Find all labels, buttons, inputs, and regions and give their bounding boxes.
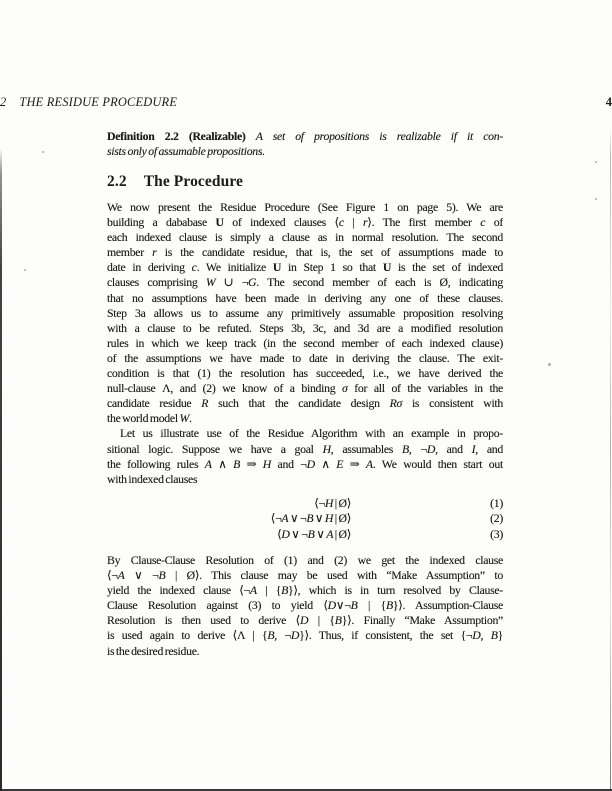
paragraph bbox=[107, 426, 503, 486]
text-line: that no assumptions have been made in deriving any one of these clauses. bbox=[107, 290, 503, 305]
scan-speck bbox=[24, 269, 26, 271]
text-line: rules in which we keep track (in the second member of each indexed clause) bbox=[107, 335, 503, 350]
equation-row bbox=[107, 496, 503, 511]
text-line: Definition 2.2 (Realizable) A set of propositions is realizable if it con- bbox=[107, 129, 503, 143]
text-line: building a dababase U of indexed clauses ⟨c | r⟩. The first member c of bbox=[107, 215, 503, 230]
scan-speck bbox=[595, 198, 597, 200]
scan-speck bbox=[42, 151, 44, 153]
equation-number: (3) bbox=[490, 526, 503, 541]
equation-row bbox=[107, 527, 503, 542]
running-header-section-number: 2 bbox=[0, 95, 7, 109]
equation-row bbox=[107, 511, 503, 526]
text-line: the following rules A ∧ B ⇒ H and ¬D ∧ E ⇒ A. We would then start out bbox=[107, 456, 503, 471]
equation-clause: ⟨¬H | Ø⟩ bbox=[314, 495, 351, 510]
text-line: clauses comprising W ∪ ¬G. The second member of each is Ø, indicating bbox=[107, 275, 503, 290]
scan-edge-left bbox=[0, 148, 2, 791]
text-line: member r is the candidate residue, that is, the set of assumptions made to bbox=[107, 245, 503, 260]
text-line: each indexed clause is simply a clause as in normal resolution. The second bbox=[107, 230, 503, 245]
text-line: of the assumptions we have made to date in deriving the clause. The exit- bbox=[107, 350, 503, 365]
page-number: 4 bbox=[605, 95, 612, 109]
text-line: date in deriving c. We initialize U in Step 1 so that U is the set of indexed bbox=[107, 260, 503, 275]
body-text bbox=[107, 200, 503, 659]
scan-speck bbox=[595, 161, 597, 163]
text-line: yield the indexed clause ⟨¬A | {B}⟩, which is in turn resolved by Clause- bbox=[107, 583, 503, 598]
text-line: candidate residue R such that the candidate design Rσ is consistent with bbox=[107, 396, 503, 411]
text-line: Clause Resolution against (3) to yield ⟨D∨¬B | {B}⟩. Assumption-Clause bbox=[107, 598, 503, 613]
definition-block bbox=[107, 129, 503, 159]
text-line: We now present the Residue Procedure (See Figure 1 on page 5). We are bbox=[107, 200, 503, 214]
text-line: the world model W. bbox=[107, 411, 192, 426]
text-line: null-clause Λ, and (2) we know of a binding σ for all of the variables in the bbox=[107, 381, 503, 396]
equation-number: (1) bbox=[490, 495, 503, 510]
text-line: is the desired residue. bbox=[107, 643, 200, 658]
equation-block bbox=[107, 496, 503, 542]
text-line: sitional logic. Suppose we have a goal H, assumables B, ¬D, and I, and bbox=[107, 441, 503, 456]
section-heading-title: The Procedure bbox=[143, 173, 243, 190]
running-header-title bbox=[0, 95, 177, 109]
text-line: ⟨¬A ∨ ¬B | Ø⟩. This clause may be used with “Make Assumption” to bbox=[107, 568, 503, 583]
text-line: sists only of assumable propositions. bbox=[107, 144, 265, 159]
scan-speck bbox=[548, 363, 551, 366]
text-line: condition is that (1) the resolution has succeeded, i.e., we have derived the bbox=[107, 366, 503, 381]
scan-edge-right bbox=[610, 128, 612, 791]
running-header bbox=[0, 95, 612, 109]
section-heading-number: 2.2 bbox=[107, 173, 127, 190]
text-line: with indexed clauses bbox=[107, 471, 198, 486]
equation-clause: ⟨D ∨ ¬B ∨ A | Ø⟩ bbox=[277, 526, 351, 541]
section-heading bbox=[107, 174, 243, 190]
text-line: is used again to derive ⟨Λ | {B, ¬D}⟩. Thus, if consistent, the set {¬D, B} bbox=[107, 628, 503, 643]
text-line: By Clause-Clause Resolution of (1) and (2) we get the indexed clause bbox=[107, 552, 503, 567]
equation-clause: ⟨¬A ∨ ¬B ∨ H | Ø⟩ bbox=[270, 511, 351, 526]
text-line: Resolution is then used to derive ⟨D | {B}⟩. Finally “Make Assumption” bbox=[107, 613, 503, 628]
paragraph bbox=[107, 200, 503, 426]
text-line: with a clause to be refuted. Steps 3b, 3c, and 3d are a modified resolution bbox=[107, 320, 503, 335]
paragraph bbox=[107, 553, 503, 659]
running-header-title-text: THE RESIDUE PROCEDURE bbox=[19, 95, 178, 109]
text-line: Let us illustrate use of the Residue Algorithm with an example in propo- bbox=[120, 426, 503, 441]
text-line: Step 3a allows us to assume any primitively assumable proposition resolving bbox=[107, 305, 503, 320]
equation-number: (2) bbox=[490, 511, 503, 526]
